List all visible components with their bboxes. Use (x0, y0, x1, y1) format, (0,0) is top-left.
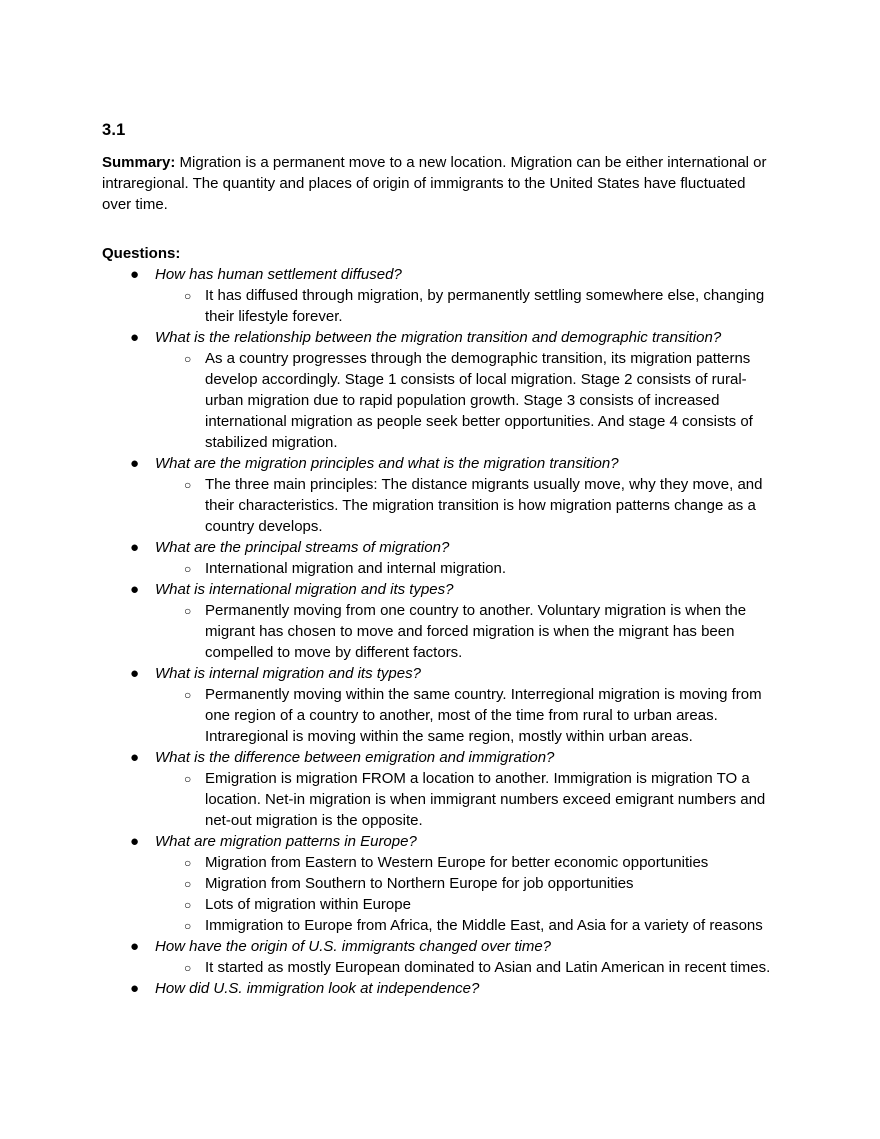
question-item (102, 663, 778, 747)
bullet-disc-icon: ● (130, 665, 140, 682)
answers-list (155, 600, 778, 663)
bullet-circle-icon: ○ (184, 898, 192, 912)
question-text: What are migration patterns in Europe? (155, 833, 417, 850)
answer-text: Lots of migration within Europe (205, 896, 411, 913)
question-text: What are the migration principles and what is the migration transition? (155, 455, 619, 472)
answer-text: Migration from Southern to Northern Europe for job opportunities (205, 875, 634, 892)
answer-text: As a country progresses through the demographic transition, its migration patterns develop accordingly. Stage 1 consists of local migration. Stage 2 consists of rural-urban migration due to rapid population growth. Stage 3 consists of increased international migration as people seek better opportunities. And stage 4 consists of stabilized migration. (205, 350, 753, 451)
bullet-circle-icon: ○ (184, 688, 192, 702)
question-text: What is international migration and its types? (155, 581, 454, 598)
section-number-heading: 3.1 (102, 121, 126, 139)
question-text: How did U.S. immigration look at independence? (155, 980, 480, 997)
answers-list (155, 768, 778, 831)
question-text: What is the relationship between the migration transition and demographic transition? (155, 329, 722, 346)
summary-label: Summary: (102, 154, 176, 171)
document-content (102, 120, 778, 999)
answer-item (155, 558, 778, 579)
question-text: How have the origin of U.S. immigrants changed over time? (155, 938, 552, 955)
question-item (102, 579, 778, 663)
answers-list (155, 348, 778, 453)
question-item (102, 453, 778, 537)
answer-item (155, 285, 778, 327)
answer-item (155, 474, 778, 537)
answer-text: Emigration is migration FROM a location to another. Immigration is migration TO a location. Net-in migration is when immigrant numbers exceed emigrant numbers and net-out migration is the opposite. (205, 770, 766, 829)
bullet-circle-icon: ○ (184, 772, 192, 786)
question-text: How has human settlement diffused? (155, 266, 402, 283)
questions-heading: Questions: (102, 245, 181, 262)
bullet-circle-icon: ○ (184, 478, 192, 492)
bullet-disc-icon: ● (130, 833, 140, 850)
answers-list (155, 852, 778, 936)
answer-item (155, 957, 778, 978)
answers-list (155, 684, 778, 747)
bullet-circle-icon: ○ (184, 352, 192, 366)
bullet-disc-icon: ● (130, 329, 140, 346)
bullet-circle-icon: ○ (184, 919, 192, 933)
answer-item (155, 852, 778, 873)
bullet-disc-icon: ● (130, 539, 140, 556)
answer-text: Immigration to Europe from Africa, the Middle East, and Asia for a variety of reasons (205, 917, 763, 934)
answer-item (155, 894, 778, 915)
question-item (102, 537, 778, 579)
question-item (102, 936, 778, 978)
answer-text: Permanently moving within the same country. Interregional migration is moving from one region of a country to another, most of the time from rural to urban areas. Intraregional is moving within the same region, mostly within urban areas. (205, 686, 762, 745)
bullet-circle-icon: ○ (184, 289, 192, 303)
bullet-disc-icon: ● (130, 938, 140, 955)
bullet-disc-icon: ● (130, 266, 140, 283)
bullet-disc-icon: ● (130, 749, 140, 766)
bullet-circle-icon: ○ (184, 961, 192, 975)
answer-text: International migration and internal migration. (205, 560, 507, 577)
question-text: What is internal migration and its types? (155, 665, 421, 682)
answers-list (155, 474, 778, 537)
summary-paragraph (102, 152, 778, 215)
answers-list (155, 957, 778, 978)
bullet-disc-icon: ● (130, 455, 140, 472)
bullet-circle-icon: ○ (184, 856, 192, 870)
question-text: What is the difference between emigration and immigration? (155, 749, 555, 766)
answers-list (155, 285, 778, 327)
answer-text: The three main principles: The distance migrants usually move, why they move, and their characteristics. The migration transition is how migration patterns change as a country develops. (205, 476, 763, 535)
question-text: What are the principal streams of migration? (155, 539, 450, 556)
question-item (102, 831, 778, 936)
answer-item (155, 768, 778, 831)
answer-item (155, 915, 778, 936)
answer-text: Permanently moving from one country to another. Voluntary migration is when the migrant has chosen to move and forced migration is when the migrant has been compelled to move by different factors. (205, 602, 747, 661)
question-item (102, 978, 778, 999)
answer-item (155, 348, 778, 453)
questions-list (102, 264, 778, 999)
bullet-circle-icon: ○ (184, 562, 192, 576)
answer-text: It has diffused through migration, by permanently settling somewhere else, changing their lifestyle forever. (205, 287, 765, 325)
answer-text: It started as mostly European dominated to Asian and Latin American in recent times. (205, 959, 771, 976)
bullet-disc-icon: ● (130, 980, 140, 997)
question-item (102, 747, 778, 831)
answer-text: Migration from Eastern to Western Europe for better economic opportunities (205, 854, 709, 871)
answer-item (155, 600, 778, 663)
question-item (102, 327, 778, 453)
bullet-circle-icon: ○ (184, 877, 192, 891)
answer-item (155, 684, 778, 747)
answer-item (155, 873, 778, 894)
question-item (102, 264, 778, 327)
bullet-disc-icon: ● (130, 581, 140, 598)
answers-list (155, 558, 778, 579)
summary-text: Migration is a permanent move to a new location. Migration can be either international or intraregional. The quantity and places of origin of immigrants to the United States have fluctuated over time. (102, 154, 767, 213)
bullet-circle-icon: ○ (184, 604, 192, 618)
